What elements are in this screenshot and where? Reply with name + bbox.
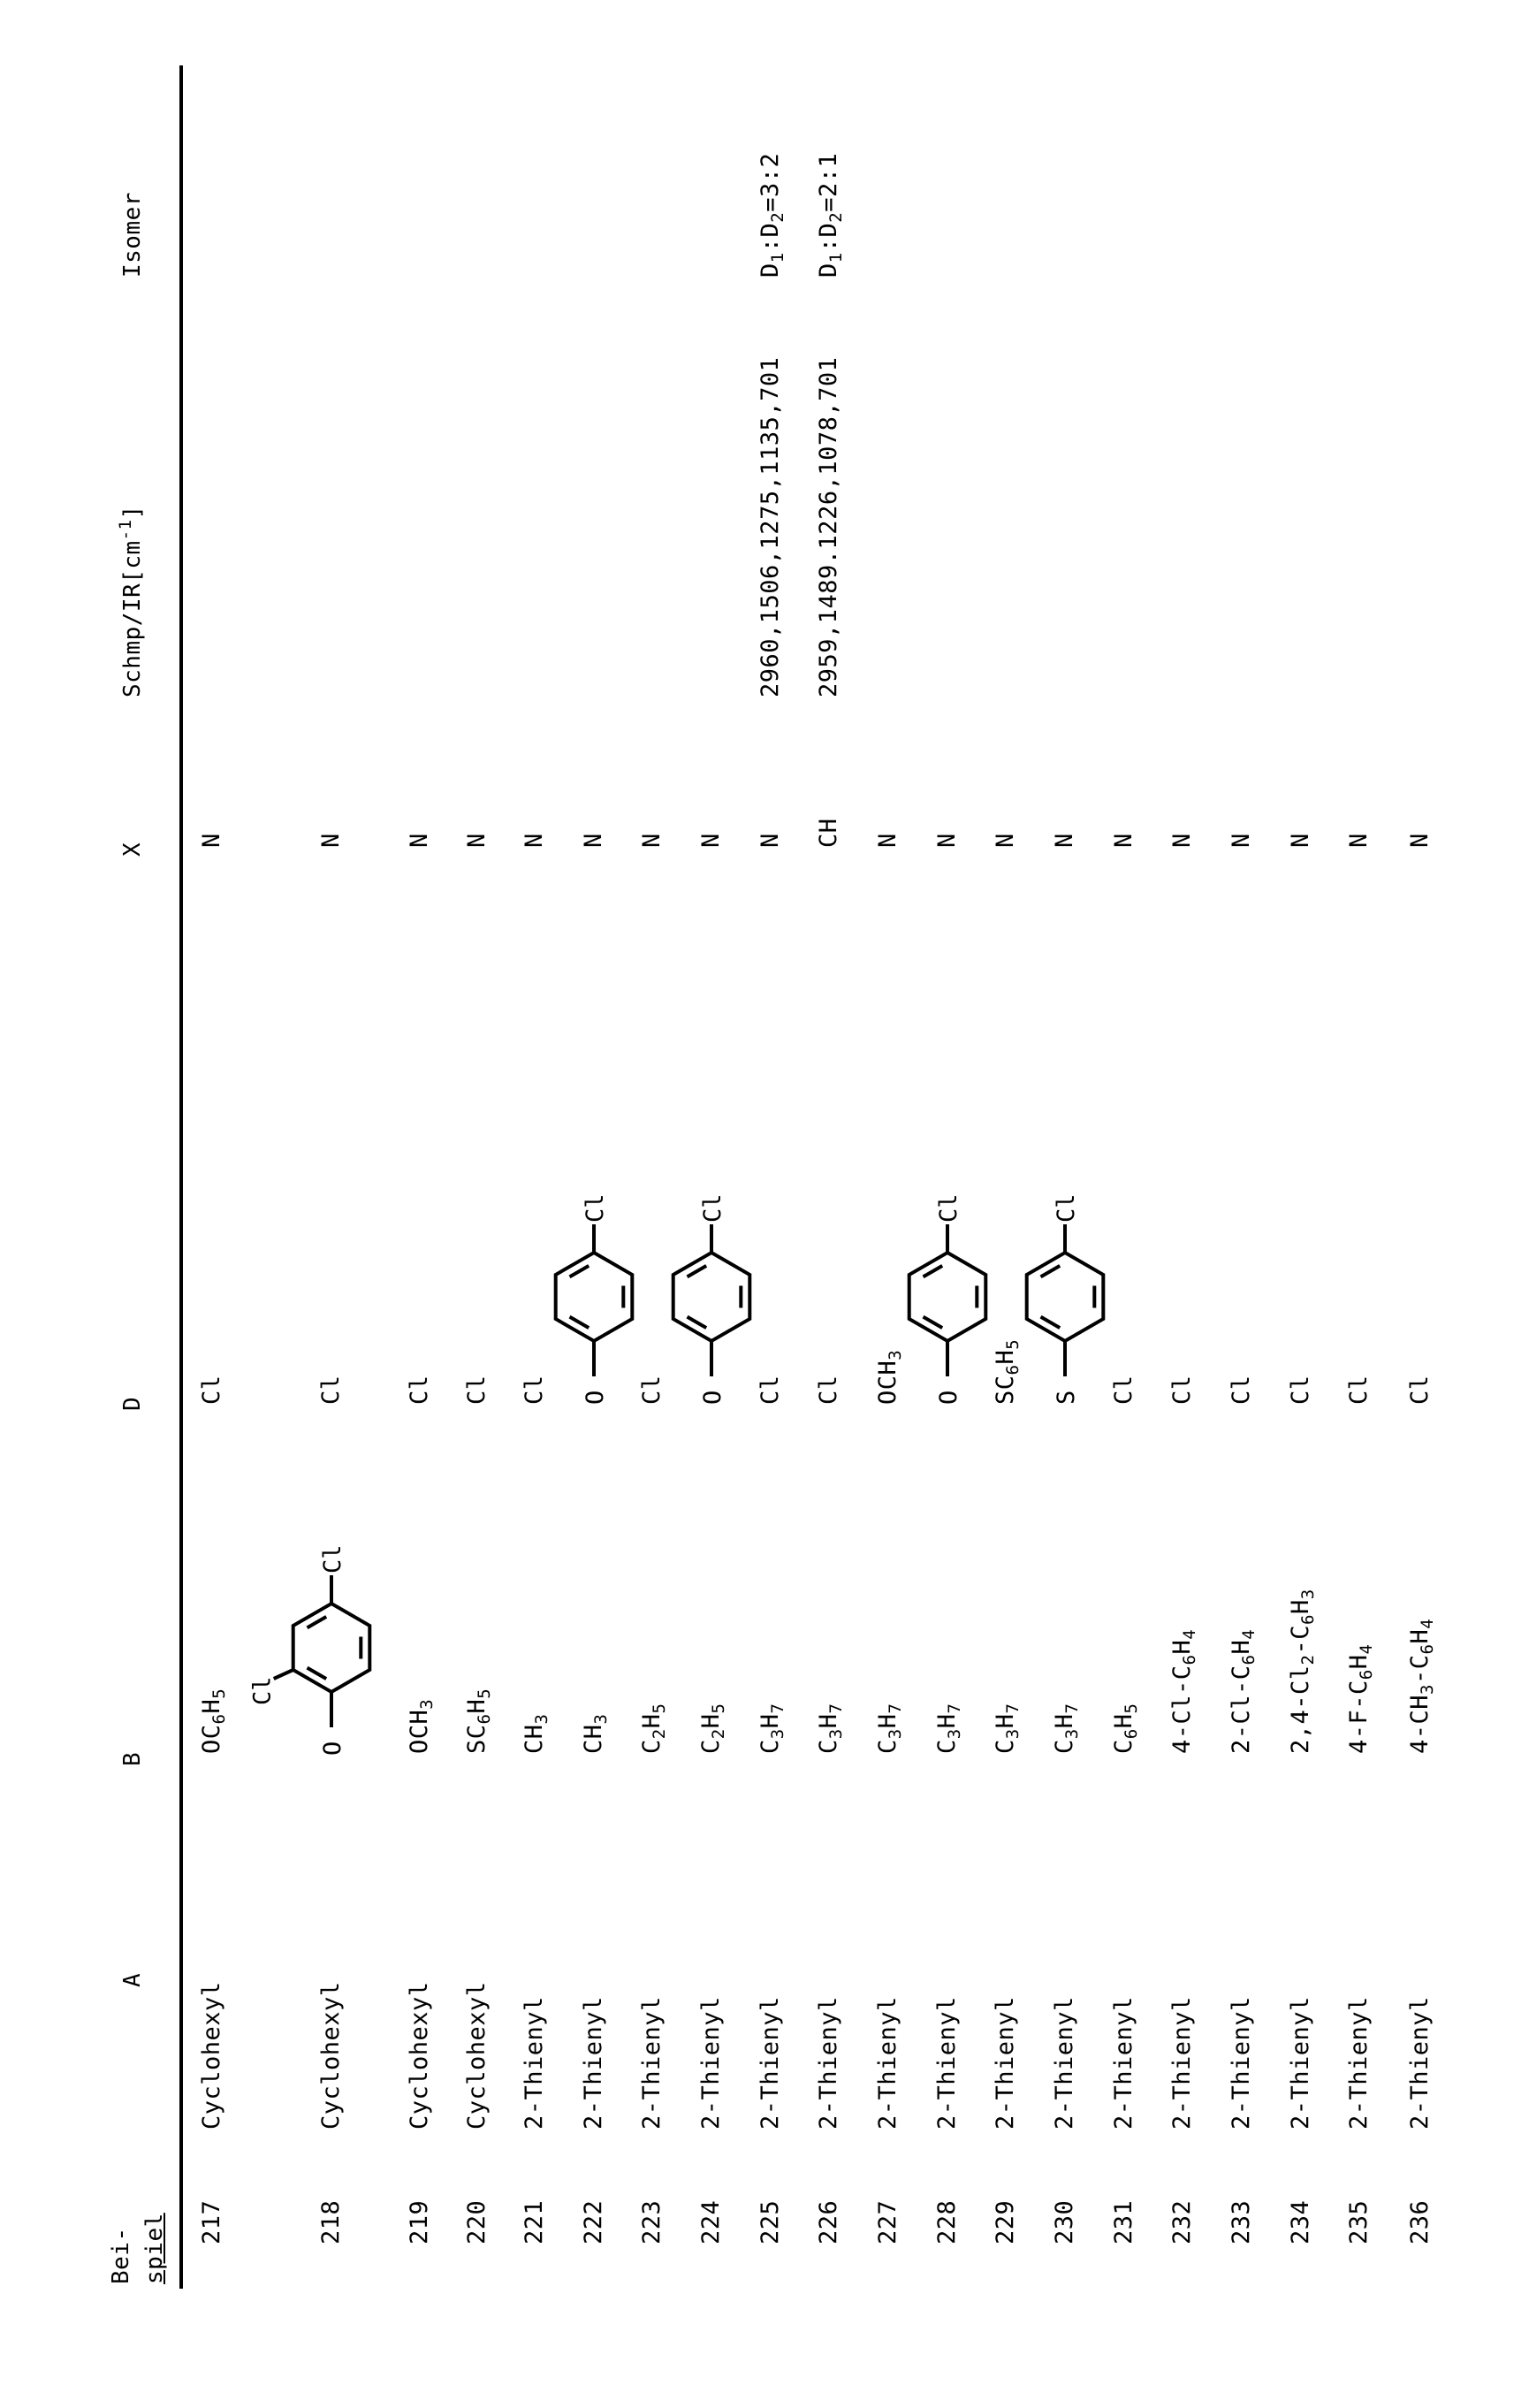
row-number: 221: [521, 2199, 548, 2244]
cell-a: 2-Thienyl: [815, 1996, 842, 2130]
cell-a: 2-Thienyl: [933, 1996, 961, 2130]
cell-d: Cl: [521, 1375, 548, 1405]
cell-b: $4-F-C_6H_4$: [1345, 1643, 1376, 1754]
cell-a: 2-Thienyl: [874, 1996, 901, 2130]
row-number: 227: [874, 2199, 901, 2244]
row-number: 228: [933, 2199, 961, 2244]
cell-a: 2-Thienyl: [1168, 1996, 1196, 2130]
cell-d: Cl: [198, 1375, 225, 1405]
chlorine-label: Cl: [319, 1544, 346, 1574]
row-number: 223: [638, 2199, 666, 2244]
chlorophenyl-ring-icon: [663, 1182, 760, 1412]
cell-b: $4-CH_3-C_6H_4$: [1406, 1618, 1437, 1754]
row-number: 231: [1110, 2199, 1137, 2244]
row-number: 236: [1406, 2199, 1434, 2244]
cell-a: 2-Thienyl: [757, 1996, 784, 2130]
cell-d: $OCH_3$: [874, 1349, 905, 1405]
row-number: 217: [198, 2199, 225, 2244]
link-atom-label: O: [935, 1390, 962, 1405]
row-number: 234: [1287, 2199, 1314, 2244]
link-atom-label: O: [582, 1390, 609, 1405]
cell-x: N: [198, 833, 225, 848]
header-schmp-ir: [116, 505, 146, 697]
cell-a: 2-Thienyl: [992, 1996, 1019, 2130]
cell-b: $C_3H_7$: [815, 1703, 846, 1754]
cell-a: Cyclohexyl: [198, 1981, 225, 2130]
row-number: 220: [463, 2199, 491, 2244]
chlorophenyl-ring-icon: [899, 1182, 996, 1412]
cell-x: N: [1406, 833, 1434, 848]
cell-d: Cl: [463, 1375, 491, 1405]
cell-d: Cl: [1110, 1375, 1137, 1405]
cell-a: Cyclohexyl: [463, 1981, 491, 2130]
cell-a: Cyclohexyl: [406, 1981, 433, 2130]
cell-b: $OCH_3$: [406, 1698, 437, 1754]
cell-x: CH: [815, 818, 842, 848]
header-x: X: [119, 842, 146, 857]
cell-x: N: [757, 833, 784, 848]
cell-b: $C_2H_5$: [697, 1703, 728, 1754]
cell-a: 2-Thienyl: [580, 1996, 607, 2130]
header-rule: [179, 65, 183, 2289]
cell-x: N: [874, 833, 901, 848]
cell-b: $C_3H_7$: [992, 1703, 1023, 1754]
header-schmp-ir-text: Schmp/IR[cm: [119, 540, 146, 697]
chlorine-label: Cl: [582, 1193, 609, 1223]
cell-d: Cl: [1406, 1375, 1434, 1405]
cell-b: $C_3H_7$: [757, 1703, 787, 1754]
cell-d: Cl: [317, 1375, 345, 1405]
cell-b: $SC_6H_5$: [463, 1688, 494, 1754]
cell-x: N: [521, 833, 548, 848]
cell-b: $C_6H_5$: [1110, 1703, 1141, 1754]
row-number: 235: [1345, 2199, 1373, 2244]
cell-x: N: [1168, 833, 1196, 848]
cell-a: 2-Thienyl: [1287, 1996, 1314, 2130]
cell-a: Cyclohexyl: [317, 1981, 345, 2130]
header-beispiel-line1: Bei-: [108, 2227, 134, 2284]
row-number: 224: [697, 2199, 725, 2244]
chlorophenyl-ring-icon: [1016, 1182, 1114, 1412]
cell-a: 2-Thienyl: [697, 1996, 725, 2130]
chlorophenyl-ring-icon: [545, 1182, 643, 1412]
row-number: 218: [317, 2199, 345, 2244]
cell-b: $2,4-Cl_2-C_6H_3$: [1287, 1589, 1318, 1754]
cell-b: $CH_3$: [521, 1713, 552, 1754]
link-atom-label: S: [1053, 1390, 1080, 1405]
cell-b: $C_3H_7$: [1051, 1703, 1082, 1754]
link-atom-label: O: [319, 1741, 346, 1756]
cell-b: $4-Cl-C_6H_4$: [1168, 1628, 1199, 1754]
chlorine-label: Cl: [1053, 1193, 1080, 1223]
cell-x: N: [1228, 833, 1255, 848]
header-beispiel-line2: spiel: [141, 2213, 168, 2284]
cell-d: Cl: [1228, 1375, 1255, 1405]
cell-x: N: [1345, 833, 1373, 848]
cell-b: $CH_3$: [580, 1713, 611, 1754]
cell-b: $C_2H_5$: [638, 1703, 669, 1754]
cell-d: Cl: [1287, 1375, 1314, 1405]
dichlorophenyl-ring-icon: [248, 1533, 380, 1763]
header-schmp-ir-exponent: -1: [116, 519, 135, 541]
header-schmp-ir-bracket: ]: [119, 505, 146, 520]
link-atom-label: O: [699, 1390, 726, 1405]
chlorine-label: Cl: [699, 1193, 726, 1223]
cell-x: N: [580, 833, 607, 848]
cell-d: Cl: [1168, 1375, 1196, 1405]
row-number: 233: [1228, 2199, 1255, 2244]
cell-x: N: [1110, 833, 1137, 848]
cell-d: Cl: [406, 1375, 433, 1405]
row-number: 225: [757, 2199, 784, 2244]
cell-b: $2-Cl-C_6H_4$: [1228, 1628, 1259, 1754]
cell-d: Cl: [815, 1375, 842, 1405]
header-b: B: [119, 1751, 146, 1766]
cell-b: $C_3H_7$: [874, 1703, 905, 1754]
cell-a: 2-Thienyl: [521, 1996, 548, 2130]
cell-a: 2-Thienyl: [1406, 1996, 1434, 2130]
header-a: A: [119, 1972, 146, 1987]
row-number: 226: [815, 2199, 842, 2244]
cell-a: 2-Thienyl: [1345, 1996, 1373, 2130]
cell-b: $C_3H_7$: [933, 1703, 964, 1754]
cell-x: N: [638, 833, 666, 848]
cell-d: Cl: [1345, 1375, 1373, 1405]
row-number: 219: [406, 2199, 433, 2244]
cell-d: $SC_6H_5$: [992, 1338, 1023, 1405]
cell-x: N: [1287, 833, 1314, 848]
row-number: 229: [992, 2199, 1019, 2244]
cell-a: 2-Thienyl: [1110, 1996, 1137, 2130]
cell-x: N: [992, 833, 1019, 848]
cell-d: Cl: [638, 1375, 666, 1405]
header-d: D: [119, 1396, 146, 1411]
cell-x: N: [406, 833, 433, 848]
cell-schmp-ir: 2960,1506,1275,1135,701: [757, 356, 784, 697]
cell-isomer: $D_1:D_2=2:1$: [815, 152, 846, 278]
row-number: 232: [1168, 2199, 1196, 2244]
row-number: 222: [580, 2199, 607, 2244]
cell-x: N: [697, 833, 725, 848]
cell-isomer: $D_1:D_2=3:2$: [757, 152, 787, 278]
ortho-chlorine-label: Cl: [248, 1676, 277, 1705]
cell-x: N: [1051, 833, 1078, 848]
cell-x: N: [317, 833, 345, 848]
cell-d: Cl: [757, 1375, 784, 1405]
cell-a: 2-Thienyl: [638, 1996, 666, 2130]
header-isomer: Isomer: [119, 192, 146, 278]
row-number: 230: [1051, 2199, 1078, 2244]
cell-schmp-ir: 2959,1489.1226,1078,701: [815, 356, 842, 697]
chlorine-label: Cl: [935, 1193, 962, 1223]
cell-x: N: [463, 833, 491, 848]
cell-x: N: [933, 833, 961, 848]
cell-a: 2-Thienyl: [1051, 1996, 1078, 2130]
cell-b: $OC_6H_5$: [198, 1688, 229, 1754]
cell-a: 2-Thienyl: [1228, 1996, 1255, 2130]
